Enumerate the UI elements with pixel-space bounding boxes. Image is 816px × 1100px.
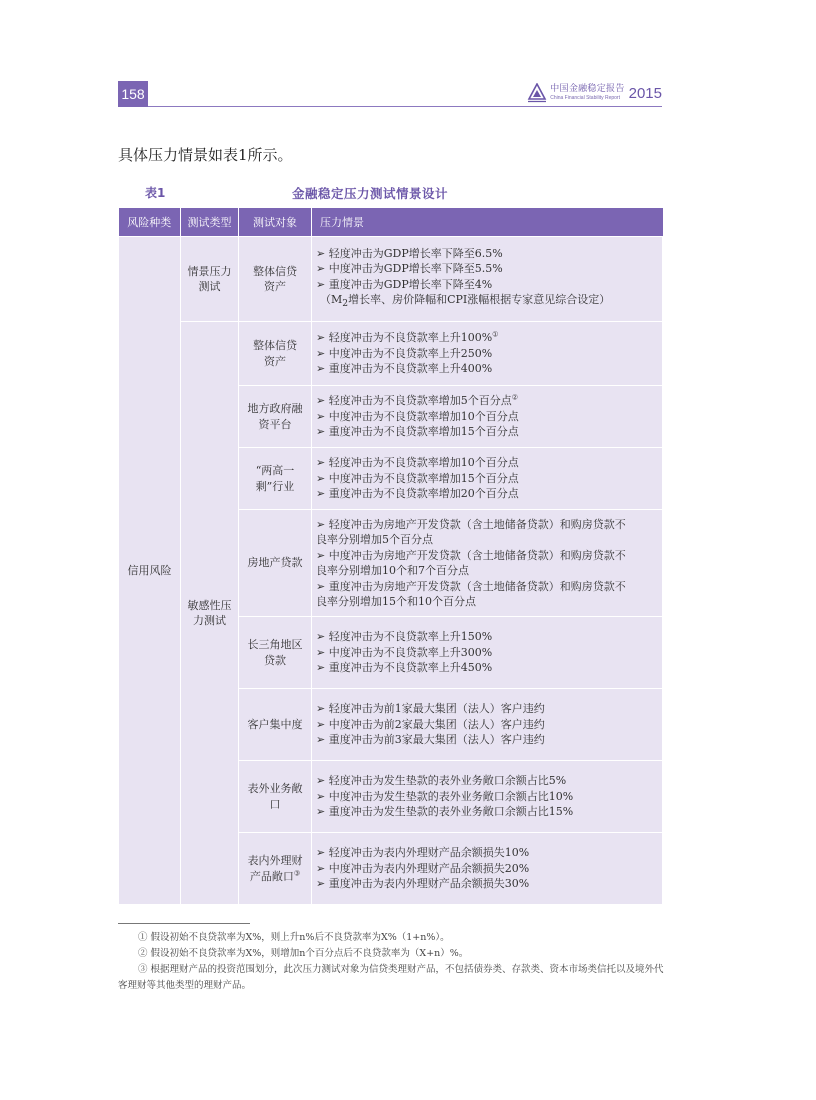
object-line: 整体信贷 bbox=[253, 264, 297, 278]
object-line: 剩”行业 bbox=[255, 479, 295, 493]
test-object-cell bbox=[239, 833, 312, 905]
note-part: 增长率、房价降幅和CPI涨幅根据专家意见综合设定） bbox=[348, 293, 611, 307]
scenario-line: ➢ 重度冲击为发生垫款的表外业务敞口余额占比15% bbox=[316, 805, 574, 819]
scenario-line: ➢ 重度冲击为不良贷款率增加20个百分点 bbox=[316, 487, 519, 501]
test-object-cell bbox=[239, 510, 312, 617]
scenario-cell bbox=[312, 510, 663, 617]
object-line: 资产 bbox=[264, 280, 286, 293]
scenario-line: 良率分别增加15个和10个百分点 bbox=[316, 595, 476, 608]
scenario-line: 良率分别增加10个和7个百分点 bbox=[316, 564, 469, 577]
footnote-2: ② 假设初始不良贷款率为X%，则增加n个百分点后不良贷款率为（X+n）%。 bbox=[138, 948, 469, 959]
footnote-mark: ① bbox=[492, 330, 499, 339]
footnote-mark: ② bbox=[511, 393, 518, 402]
scenario-line bbox=[316, 330, 656, 346]
scenario-line: ➢ 重度冲击为前3家最大集团（法人）客户违约 bbox=[316, 733, 545, 747]
object-line: 表外业务敞 bbox=[247, 782, 303, 795]
footnote-rule bbox=[118, 923, 250, 924]
test-object-cell bbox=[239, 448, 312, 510]
object-line: 长三角地区 bbox=[247, 638, 303, 651]
stress-test-table bbox=[118, 208, 663, 905]
logo-title-en: China Financial Stability Report bbox=[550, 95, 620, 101]
scenario-line: ➢ 中度冲击为前2家最大集团（法人）客户违约 bbox=[316, 717, 545, 731]
scenario-cell bbox=[312, 833, 663, 905]
header-test-object: 测试对象 bbox=[239, 208, 312, 237]
note-part: （M bbox=[320, 293, 343, 307]
table-header-row bbox=[119, 208, 663, 237]
scenario-line: ➢ 中度冲击为不良贷款率上升250% bbox=[316, 346, 493, 360]
scenario-line: ➢ 中度冲击为不良贷款率上升300% bbox=[316, 645, 493, 659]
report-logo-icon bbox=[527, 83, 547, 103]
logo-year: 2015 bbox=[628, 84, 662, 102]
footnotes bbox=[118, 930, 670, 994]
object-line: 资产 bbox=[264, 354, 286, 368]
test-object-cell bbox=[239, 689, 312, 761]
scenario-line: ➢ 中度冲击为房地产开发贷款（含土地储备贷款）和购房贷款不 bbox=[316, 548, 626, 562]
table-row bbox=[119, 322, 663, 386]
scenario-line: ➢ 中度冲击为发生垫款的表外业务敞口余额占比10% bbox=[316, 789, 574, 803]
object-line: 地方政府融 bbox=[247, 402, 303, 415]
scenario-line: ➢ 轻度冲击为前1家最大集团（法人）客户违约 bbox=[316, 702, 545, 716]
logo-title-cn: 中国金融稳定报告 bbox=[550, 84, 625, 94]
scenario-text: ➢ 轻度冲击为不良贷款率上升100% bbox=[316, 331, 493, 345]
scenario-line: ➢ 轻度冲击为不良贷款率增加10个百分点 bbox=[316, 456, 519, 470]
test-type-cell: 敏感性压力测试 bbox=[181, 322, 239, 905]
risk-type-cell: 信用风险 bbox=[119, 237, 181, 905]
footnote-mark: ③ bbox=[293, 868, 301, 877]
scenario-text: ➢ 轻度冲击为不良贷款率增加5个百分点 bbox=[316, 394, 512, 408]
object-line: 口 bbox=[269, 797, 281, 811]
test-object-cell bbox=[239, 322, 312, 386]
scenario-line: ➢ 轻度冲击为不良贷款率上升150% bbox=[316, 630, 493, 644]
scenario-line: ➢ 重度冲击为房地产开发贷款（含土地储备贷款）和购房贷款不 bbox=[316, 579, 626, 593]
scenario-line: ➢ 重度冲击为表内外理财产品余额损失30% bbox=[316, 877, 530, 891]
test-object-cell bbox=[239, 386, 312, 448]
header-test-type: 测试类型 bbox=[181, 208, 239, 237]
scenario-cell bbox=[312, 322, 663, 386]
scenario-cell bbox=[312, 617, 663, 689]
test-object-cell bbox=[239, 237, 312, 322]
scenario-line: ➢ 中度冲击为不良贷款率增加10个百分点 bbox=[316, 409, 519, 423]
test-object-cell bbox=[239, 617, 312, 689]
scenario-cell bbox=[312, 761, 663, 833]
scenario-line: 良率分别增加5个百分点 bbox=[316, 533, 433, 546]
scenario-cell bbox=[312, 386, 663, 448]
scenario-cell bbox=[312, 689, 663, 761]
scenario-line: ➢ 中度冲击为表内外理财产品余额损失20% bbox=[316, 861, 530, 875]
header-risk-type: 风险种类 bbox=[119, 208, 181, 237]
scenario-line: ➢ 轻度冲击为表内外理财产品余额损失10% bbox=[316, 846, 530, 860]
page-number: 158 bbox=[118, 81, 148, 107]
header-rule bbox=[148, 106, 662, 107]
table-caption-number: 表1 bbox=[145, 186, 166, 200]
scenario-line: ➢ 重度冲击为不良贷款率上升400% bbox=[316, 362, 493, 376]
table-caption-title: 金融稳定压力测试情景设计 bbox=[292, 186, 449, 201]
object-line: 房地产贷款 bbox=[247, 556, 303, 570]
test-type-cell: 情景压力测试 bbox=[181, 237, 239, 322]
object-text: 产品敞口 bbox=[249, 869, 294, 883]
object-line: 整体信贷 bbox=[253, 339, 297, 352]
object-line: 表内外理财 bbox=[247, 854, 303, 867]
scenario-line: ➢ 轻度冲击为GDP增长率下降至6.5% bbox=[316, 246, 503, 260]
scenario-line: ➢ 中度冲击为GDP增长率下降至5.5% bbox=[316, 262, 503, 276]
object-line: 客户集中度 bbox=[247, 717, 303, 731]
intro-paragraph: 具体压力情景如表1所示。 bbox=[118, 146, 293, 164]
footnote-3: ③ 根据理财产品的投资范围划分，此次压力测试对象为信贷类理财产品，不包括债券类、存款类、资本市场类信托以及境外代客理财等其他类型的理财产品。 bbox=[118, 964, 664, 991]
page-header bbox=[118, 81, 662, 107]
scenario-line: ➢ 重度冲击为不良贷款率增加15个百分点 bbox=[316, 425, 519, 439]
scenario-line bbox=[316, 393, 656, 409]
footnote-1: ① 假设初始不良贷款率为X%，则上升n%后不良贷款率为X%（1+n%）。 bbox=[138, 932, 450, 943]
scenario-line: ➢ 中度冲击为不良贷款率增加15个百分点 bbox=[316, 471, 519, 485]
scenario-note-line bbox=[316, 292, 656, 312]
scenario-line: ➢ 轻度冲击为房地产开发贷款（含土地储备贷款）和购房贷款不 bbox=[316, 517, 626, 531]
test-object-cell bbox=[239, 761, 312, 833]
object-line: “两高一 bbox=[255, 464, 295, 477]
scenario-cell bbox=[312, 448, 663, 510]
scenario-line: ➢ 重度冲击为不良贷款率上升450% bbox=[316, 661, 493, 675]
object-line: 资平台 bbox=[258, 417, 292, 431]
report-logo bbox=[527, 82, 662, 104]
table-row bbox=[119, 237, 663, 322]
scenario-cell bbox=[312, 237, 663, 322]
scenario-line: ➢ 轻度冲击为发生垫款的表外业务敞口余额占比5% bbox=[316, 774, 567, 788]
header-stress-scenario: 压力情景 bbox=[312, 208, 663, 237]
object-line: 贷款 bbox=[264, 653, 286, 667]
object-line bbox=[245, 869, 305, 885]
note-subscript: 2 bbox=[342, 298, 349, 310]
scenario-line: ➢ 重度冲击为GDP增长率下降至4% bbox=[316, 277, 493, 291]
